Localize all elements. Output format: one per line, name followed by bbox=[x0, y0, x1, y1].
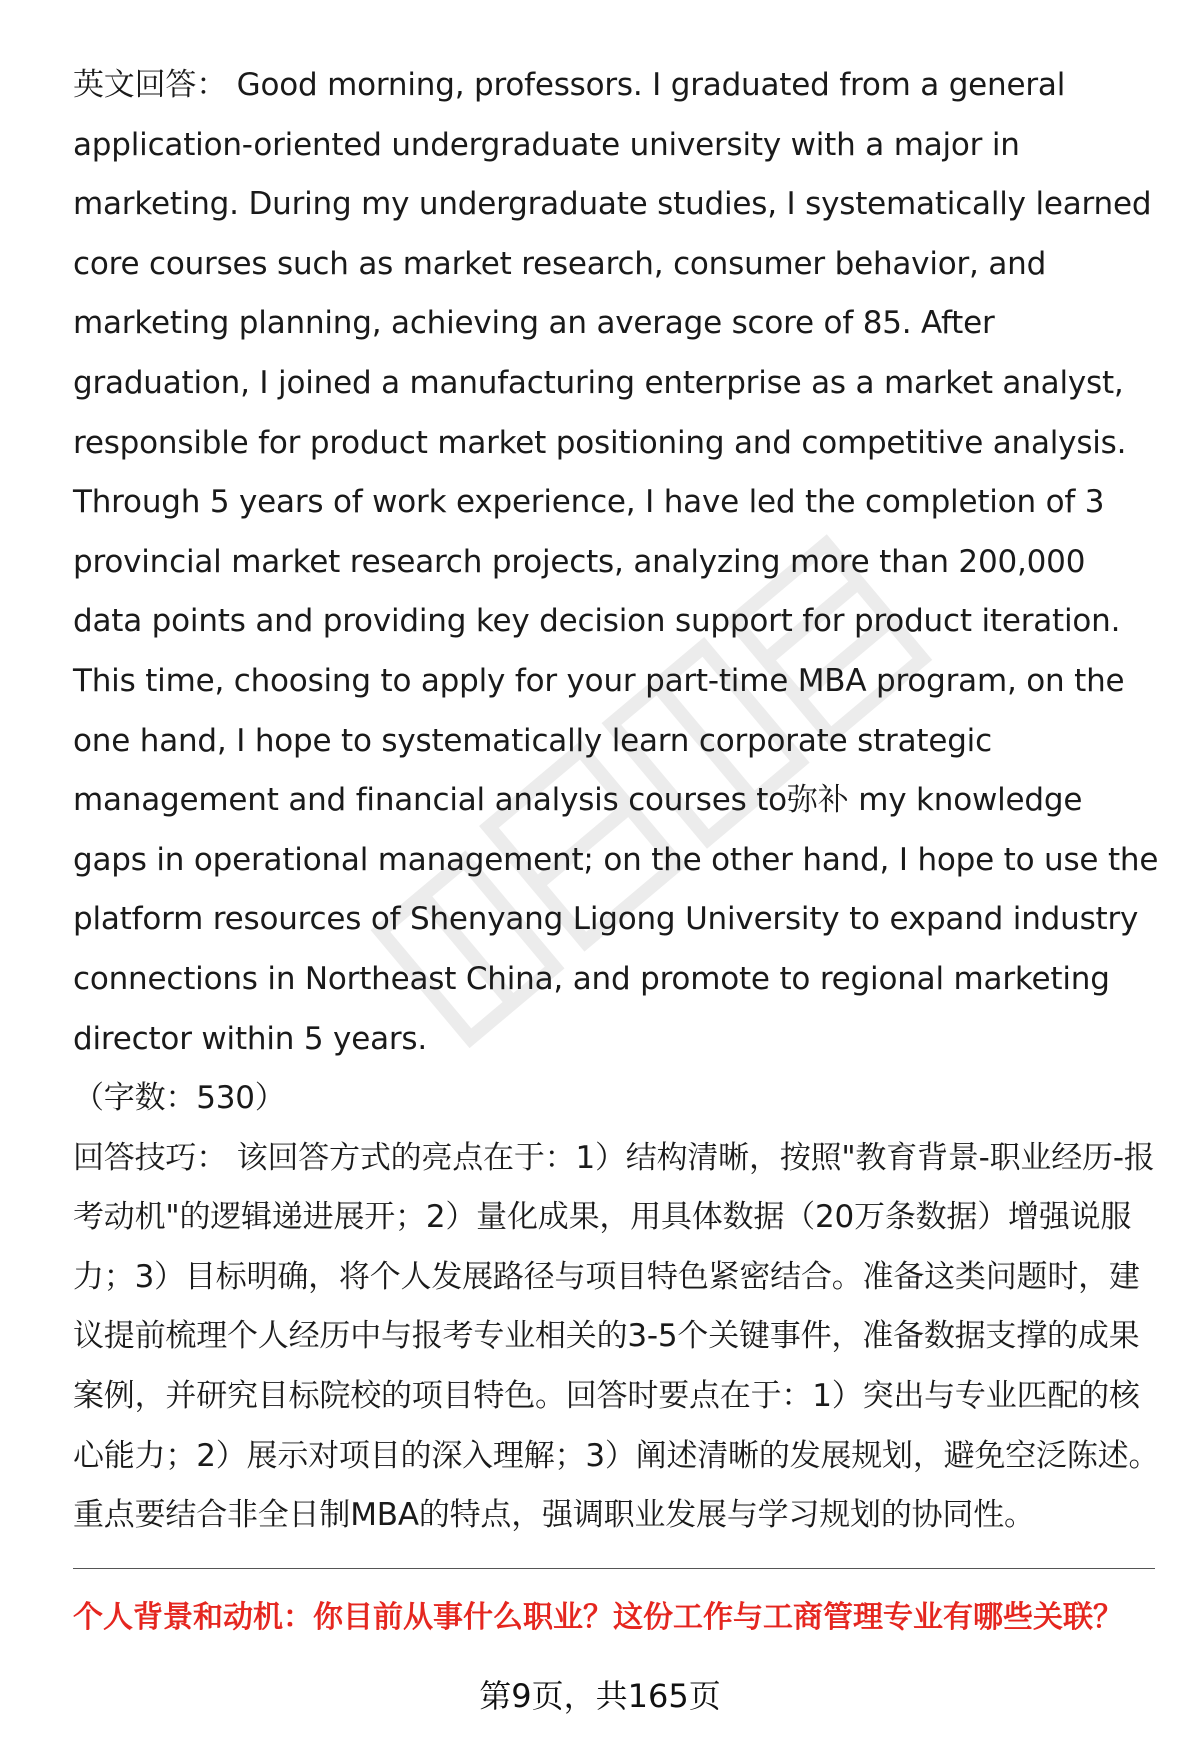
word-count: （字数：530） bbox=[73, 1080, 286, 1117]
page-number: 第9页，共165页 bbox=[479, 1677, 721, 1715]
tips-label: 回答技巧： bbox=[73, 1139, 227, 1176]
section-divider bbox=[73, 1568, 1155, 1569]
main-content bbox=[73, 56, 1163, 1546]
next-question-heading: 个人背景和动机：你目前从事什么职业？这份工作与工商管理专业有哪些关联？ bbox=[73, 1600, 1123, 1635]
english-answer-text: Good morning, professors. I graduated from a general application-oriented undergraduate university with a major in marketing. During my undergraduate studies, I systematically learned core courses such as market research, consumer behavior, and marketing planning, achieving an average score of 85. After graduation, I joined a manufacturing enterprise as a market analyst, responsible for product market positioning and competitive analysis. Through 5 years of work experience, I have led the completion of 3 provincial market research projects, analyzing more than 200,000 data points and providing key decision support for product iteration. This time, choosing to apply for your part-time MBA program, on the one hand, I hope to systematically learn corporate strategic management and financial analysis courses to弥补 my knowledge gaps in operational management; on the other hand, I hope to use the platform resources of Shenyang Ligong University to expand industry connections in Northeast China, and promote to regional marketing director within 5 years. bbox=[73, 67, 1159, 1057]
english-answer-paragraph bbox=[73, 56, 1163, 1069]
english-answer-label: 英文回答： bbox=[73, 67, 227, 103]
tips-text: 该回答方式的亮点在于：1）结构清晰，按照"教育背景-职业经历-报考动机"的逻辑递进展开；2）量化成果，用具体数据（20万条数据）增强说服力；3）目标明确，将个人发展路径与项目特色紧密结合。准备这类问题时，建议提前梳理个人经历中与报考专业相关的3-5个关键事件，准备数据支撑的成果案例，并研究目标院校的项目特色。回答时要点在于：1）突出与专业匹配的核心能力；2）展示对项目的深入理解；3）阐述清晰的发展规划，避免空泛陈述。重点要结合非全日制MBA的特点，强调职业发展与学习规划的协同性。 bbox=[73, 1139, 1160, 1534]
tips-paragraph bbox=[73, 1129, 1163, 1546]
